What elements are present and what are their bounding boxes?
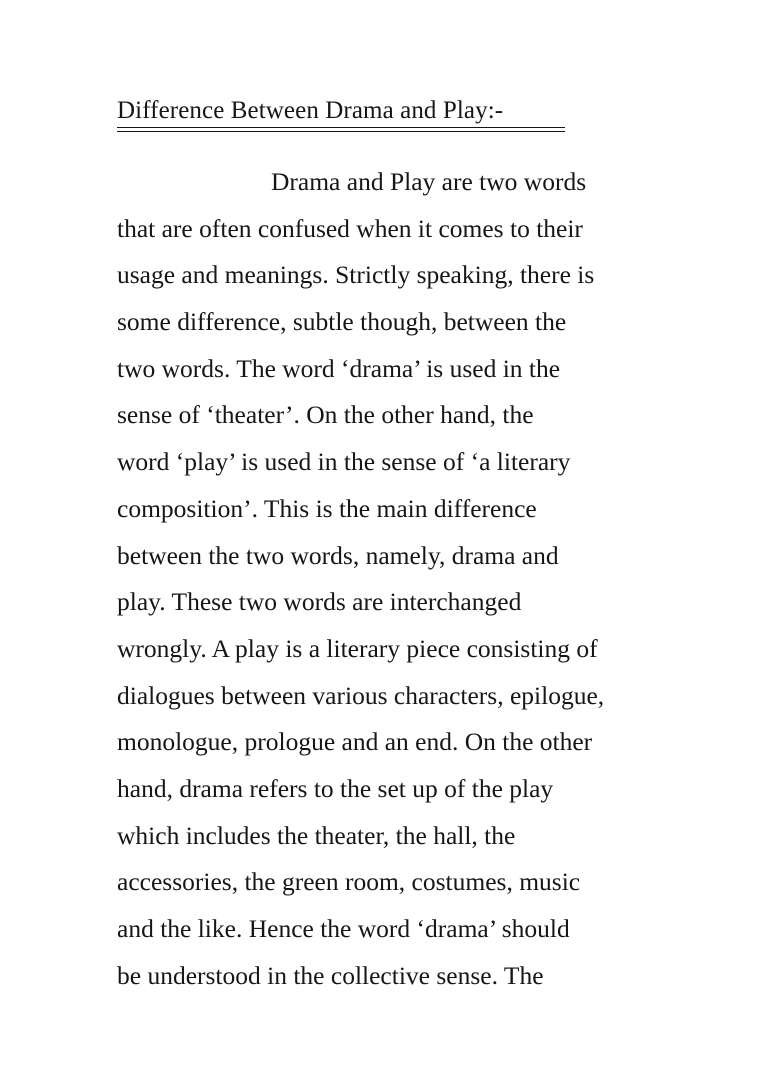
text-line: accessories, the green room, costumes, music xyxy=(117,867,581,897)
body-text xyxy=(117,163,677,1003)
text-line: hand, drama refers to the set up of the play xyxy=(117,773,554,803)
title-underline-bottom xyxy=(117,131,565,132)
page-title: Difference Between Drama and Play:- xyxy=(117,97,504,124)
heading-block xyxy=(117,96,577,126)
text-line: dialogues between various characters, epilogue, xyxy=(117,680,605,710)
text-line: that are often confused when it comes to their xyxy=(117,213,583,243)
text-line: be understood in the collective sense. The xyxy=(117,960,544,990)
text-line: Drama and Play are two words xyxy=(271,167,587,196)
text-line: between the two words, namely, drama and xyxy=(117,540,559,570)
text-line: monologue, prologue and an end. On the other xyxy=(117,727,593,757)
text-line: wrongly. A play is a literary piece consisting of xyxy=(117,633,598,663)
text-line: which includes the theater, the hall, the xyxy=(117,820,516,850)
title-underline-top xyxy=(117,127,565,128)
text-line: play. These two words are interchanged xyxy=(117,587,522,617)
text-line: composition’. This is the main difference xyxy=(117,493,537,523)
text-line: and the like. Hence the word ‘drama’ should xyxy=(117,914,570,943)
text-line: word ‘play’ is used in the sense of ‘a literary xyxy=(117,447,571,477)
text-line: usage and meanings. Strictly speaking, there is xyxy=(117,260,595,290)
text-line: some difference, subtle though, between the xyxy=(117,307,567,337)
text-line: sense of ‘theater’. On the other hand, the xyxy=(117,400,534,430)
text-line: two words. The word ‘drama’ is used in the xyxy=(117,353,561,383)
